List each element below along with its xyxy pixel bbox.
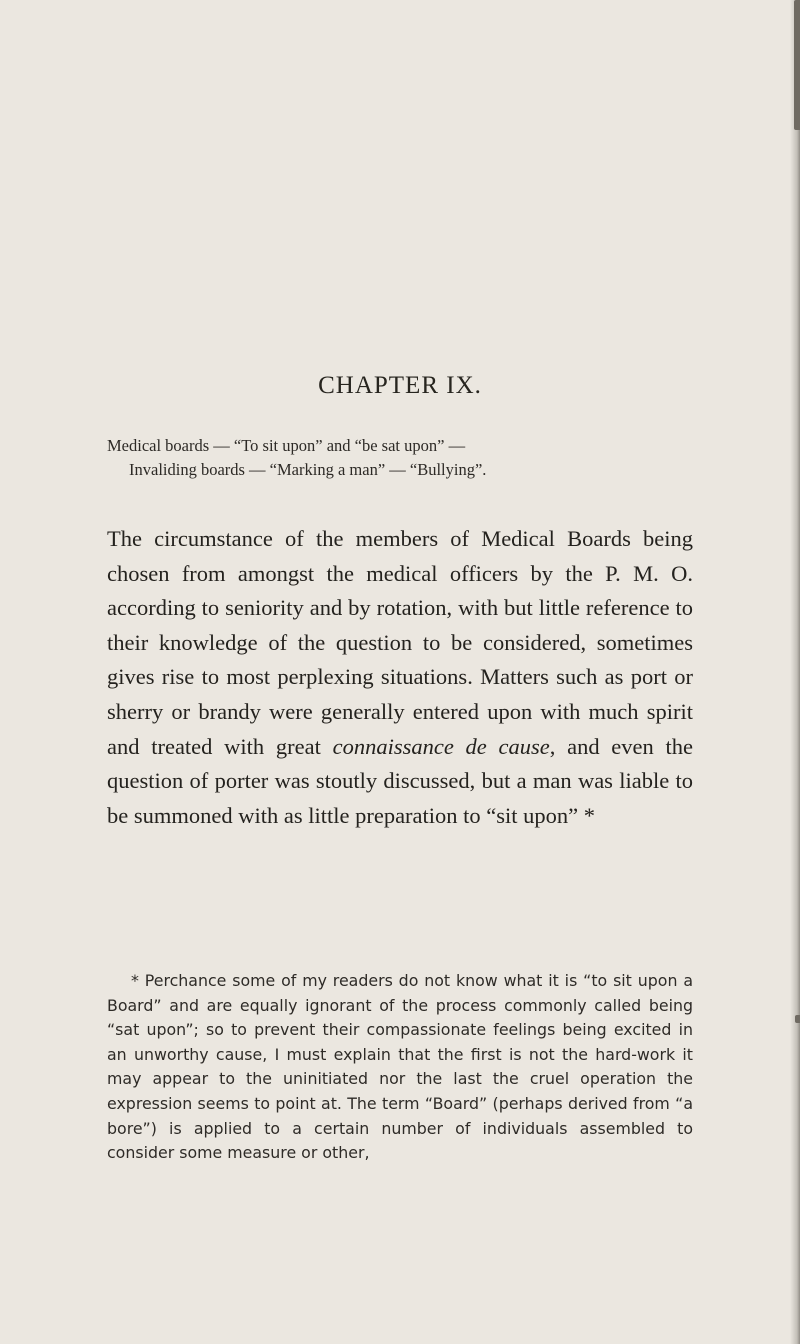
footnote <box>107 969 693 1166</box>
page-edge-shadow <box>790 0 800 1344</box>
italic-phrase: connaissance de cause <box>332 733 550 759</box>
chapter-summary <box>107 434 693 482</box>
chapter-title: CHAPTER IX. <box>318 372 482 399</box>
footnote-paragraph: * Perchance some of my readers do not know what it is “to sit upon a Board” and are equally ignorant of the process commonly called being “sat upon”; so to prevent their compassionate feelings being excited in an unworthy cause, I must explain that the first is not the hard-work it may appear to the uninitiated nor the last the cruel operation the expression seems to point at. The term “Board” (perhaps derived from “a bore”) is applied to a certain number of individuals assembled to consider some measure or other, <box>107 971 693 1163</box>
body-text <box>107 522 693 833</box>
summary-line: Invaliding boards — “Marking a man” — “Bullying”. <box>129 460 487 479</box>
body-text-segment: , and even the question of porter was stoutly discussed, but a man was liable to be summoned with as little preparation to “sit upon” * <box>107 733 693 828</box>
body-paragraph <box>107 522 693 833</box>
page-edge-mark <box>794 0 800 130</box>
body-text-segment: The circumstance of the members of Medical Boards being chosen from amongst the medical officers by the P. M. O. according to seniority and by rotation, with but little reference to their knowledge of the question to be considered, sometimes gives rise to most perplexing situations. Matters such as port or sherry or brandy were generally entered upon with much spirit and treated with great <box>107 526 693 759</box>
page-edge-mark <box>795 1015 800 1023</box>
summary-line: Medical boards — “To sit upon” and “be sat upon” — <box>107 436 466 455</box>
